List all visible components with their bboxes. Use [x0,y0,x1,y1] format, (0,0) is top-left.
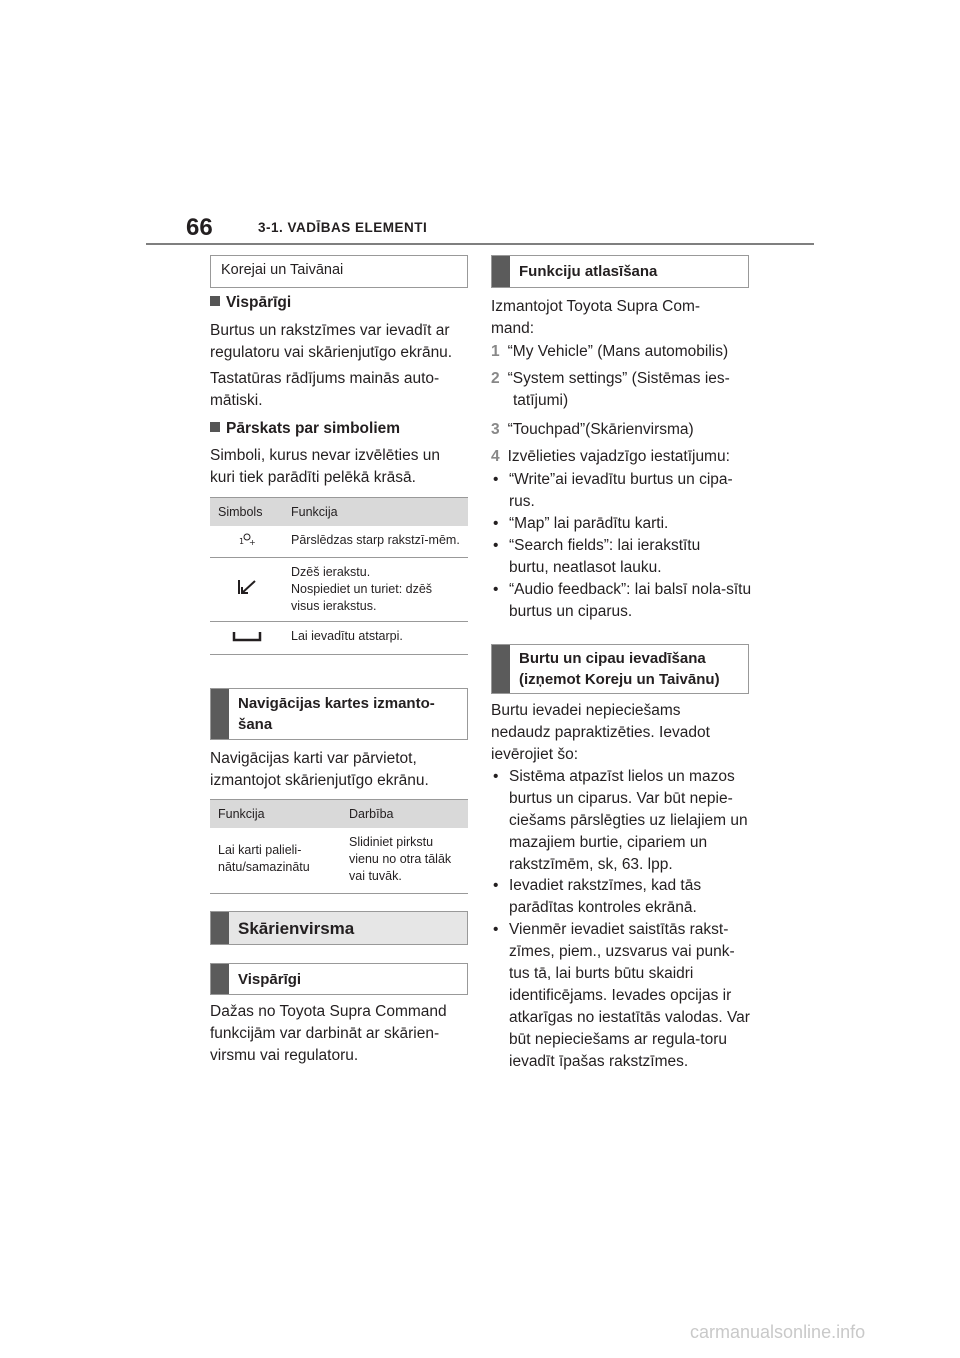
svg-text:+: + [248,538,256,546]
table-row [210,526,468,558]
header-rule [146,243,814,245]
general-heading-text: Vispārīgi [226,294,292,311]
character-switch-icon [210,526,283,558]
letters-paragraph: Burtu ievadei nepieciešams nedaudz papraktizēties. Ievadot ievērojiet šo: [491,702,710,763]
general-box [210,963,468,995]
watermark: carmanualsonline.info [690,1322,866,1342]
step-3 [491,419,749,441]
list-item: • Ievadiet rakstzīmes, kad tās parādītas kontroles ekrānā. [491,875,753,919]
list-item: • “Map” lai parādītu karti. [491,513,753,535]
symbols-table-header-function: Funkcija [283,498,468,527]
step-3-number: 3 [491,421,500,438]
general-paragraph-1: Burtus un rakstzīmes var ievadīt ar regulatoru vai skārienjutīgo ekrānu. [210,322,453,361]
section-title: 3-1. VADĪBAS ELEMENTI [258,220,428,235]
symbols-row-3-text: Lai ievadītu atstarpi. [283,622,468,655]
nav-box-bar [211,689,229,739]
touchpad-box [210,911,468,945]
table-row [210,622,468,655]
nav-table [210,799,468,894]
table-row [210,558,468,622]
symbols-table-header-symbol: Simbols [210,498,283,527]
step-2-text: “System settings” (Sistēmas ies-tatījumi) [507,370,730,409]
letters-box-label: Burtu un cipau ievadīšana (izņemot Koreju un Taivānu) [519,650,720,688]
step-2-number: 2 [491,370,500,387]
func-box [491,255,749,288]
symbols-row-2-text: Dzēš ierakstu. Nospiediet un turiet: dzēš visus ierakstus. [283,558,468,622]
step-1-number: 1 [491,343,500,360]
list-item: • “Audio feedback”: lai balsī nola-sītu burtus un ciparus. [491,579,753,623]
symbols-table [210,497,468,655]
list-item: • “Write”ai ievadītu burtus un cipa-rus. [491,469,753,513]
symbols-paragraph: Simboli, kurus nevar izvēlēties un kuri tiek parādīti pelēkā krāsā. [210,447,441,486]
table-row [210,828,468,894]
list-item: • “Search fields”: lai ierakstītu burtu, neatlasot lauku. [491,535,731,579]
touchpad-box-label: Skārienvirsma [238,918,355,938]
nav-box-label: Navigācijas kartes izmanto-šana [238,695,435,733]
step-1-text: “My Vehicle” (Mans automobilis) [507,343,729,360]
nav-box [210,688,468,740]
func-box-bar [492,256,510,287]
func-intro: Izmantojot Toyota Supra Com-mand: [491,298,701,337]
nav-table-cell-function: Lai karti palieli-nātu/samazinātu [210,828,341,894]
nav-table-header-function: Funkcija [210,800,341,829]
region-box-label: Korejai un Taivānai [221,262,344,278]
nav-paragraph: Navigācijas karti var pārvietot, izmantojot skārienjutīgo ekrānu. [210,750,429,789]
page-number: 66 [186,214,213,241]
space-bar-icon [210,622,283,655]
step-4 [491,446,761,468]
svg-text:1: 1 [238,537,244,546]
step-3-text: “Touchpad”(Skārienvirsma) [507,421,694,438]
step-4-number: 4 [491,448,500,465]
letters-box-bar [492,645,510,693]
symbols-heading-text: Pārskats par simboliem [226,420,401,437]
touchpad-paragraph: Dažas no Toyota Supra Command funkcijām var darbināt ar skārien-virsmu vai regulatoru. [210,1003,447,1064]
step-4-text: Izvēlieties vajadzīgo iestatījumu: [507,448,730,465]
list-item: • Sistēma atpazīst lielos un mazos burtus un ciparus. Var būt nepie-ciešams pārslēgties uz lielajiem un mazajiem burtie, cipariem un rakstzīmēm, sk, 63. lpp. [491,766,753,876]
step-1 [491,341,749,363]
letters-box [491,644,749,694]
general-box-bar [211,964,229,994]
symbols-row-1-text: Pārslēdzas starp rakstzī-mēm. [283,526,468,558]
touchpad-box-bar [211,912,229,944]
func-box-label: Funkciju atlasīšana [519,263,658,280]
list-item: • Vienmēr ievadiet saistītās rakst-zīmes, piem., uzsvarus vai punk-tus tā, lai burts būtu skaidri identificējams. Ievades opcijas ir atkarīgas no iestatītās valodas. Var būt nepieciešams ar regula-toru ievadīt īpašas rakstzīmes. [491,919,755,1073]
delete-arrow-icon [210,558,283,622]
general-heading [210,294,291,312]
nav-table-cell-action: Slidiniet pirkstu vienu no otra tālāk vai tuvāk. [341,828,468,894]
step-2 [491,368,749,412]
general-box-label: Vispārīgi [238,970,302,988]
symbols-heading [210,420,400,438]
general-paragraph-2: Tastatūras rādījums mainās auto-mātiski. [210,370,440,409]
region-box [210,255,468,288]
nav-table-header-action: Darbība [341,800,468,829]
